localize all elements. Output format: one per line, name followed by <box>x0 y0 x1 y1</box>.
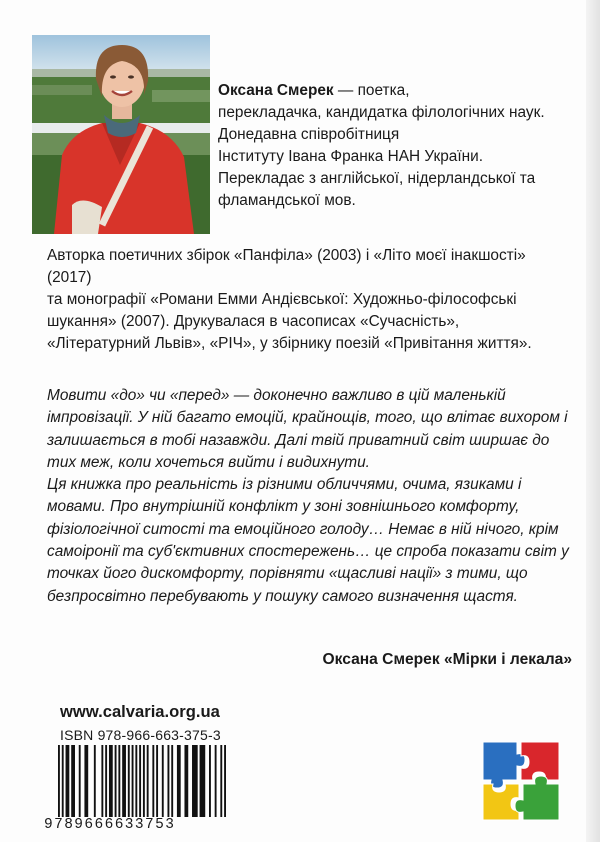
barcode-bar <box>215 745 217 817</box>
barcode-bar <box>209 745 211 817</box>
bio-line <box>218 80 558 102</box>
author-name: Оксана Смерек <box>218 82 334 99</box>
barcode-digits: 9789666633753 <box>44 817 176 833</box>
barcode-bar <box>66 745 70 817</box>
publications-line-1: та монографії «Романи Емми Андієвської: Художньо-філософські <box>47 290 517 308</box>
barcode-bar <box>200 745 206 817</box>
quote-attribution: Оксана Смерек «Мірки і лекала» <box>322 651 572 668</box>
barcode-bar <box>177 745 181 817</box>
quote-line-0: Мовити «до» чи «перед» — доконечно важливо в цій маленькій <box>47 387 506 404</box>
barcode-bar <box>152 745 154 817</box>
barcode-bar <box>135 745 137 817</box>
quote-line-6: фізіологічної ситості та емоційного голоду… Немає в ній нічого, крім <box>47 520 559 538</box>
isbn-label: ISBN 978-966-663-375-3 <box>60 727 221 743</box>
author-photo <box>32 35 210 234</box>
publisher-url[interactable]: www.calvaria.org.ua <box>60 702 220 721</box>
barcode-bar <box>105 745 107 817</box>
barcode-bar <box>192 745 198 817</box>
quote-line-8: точках його дискомфорту, порівняти «щасливі нації» з тими, що <box>47 565 528 583</box>
publications-line-0: Авторка поетичних збірок «Панфіла» (2003) і «Літо моєї інакшості» (2017) <box>47 247 526 286</box>
barcode-bar <box>132 745 134 817</box>
barcode-bar <box>115 745 117 817</box>
barcode-bar <box>128 745 130 817</box>
quote-line-2: залишається в тобі назавжди. Далі твій приватний світ ширшає до <box>47 431 550 449</box>
bio-line-0: — поетка, <box>333 82 410 99</box>
puzzle-piece-red <box>521 742 559 780</box>
barcode-bar <box>162 745 164 817</box>
barcode-bar <box>143 745 145 817</box>
barcode-bar <box>94 745 96 817</box>
barcode-bar <box>171 745 173 817</box>
bio-line-4: Перекладає з англійської, нідерландської та <box>218 169 536 187</box>
barcode-bar <box>156 745 158 817</box>
bio-line-5: фламандської мов. <box>218 191 356 209</box>
barcode-bar <box>118 745 120 817</box>
bio-line-3: Інституту Івана Франка НАН України. <box>218 147 483 165</box>
barcode-bar <box>184 745 188 817</box>
publisher-puzzle-logo <box>481 740 561 822</box>
bio-line-2: Донедавна співробітниця <box>218 125 400 143</box>
cover-edge <box>586 0 600 842</box>
barcode-bar <box>224 745 226 817</box>
barcode-bar <box>167 745 169 817</box>
puzzle-piece-green <box>515 776 559 820</box>
barcode-bar <box>139 745 141 817</box>
quote-line-7: самоіронії та суб'єктивних спостережень… це спроба показати світ у <box>47 543 569 561</box>
quote-line-1: імпровізації. У ній багато емоцій, крайнощів, того, що влітає вихором і <box>47 409 568 427</box>
puzzle-piece-blue <box>483 742 525 788</box>
quote-line-3: тих меж, коли хочеться вийти і видихнути. <box>47 453 370 471</box>
barcode-bar <box>79 745 81 817</box>
barcode-bar <box>147 745 149 817</box>
bio-line-1: перекладачка, кандидатка філологічних наук. <box>218 103 545 121</box>
barcode-bar <box>122 745 126 817</box>
barcode-bar <box>71 745 75 817</box>
barcode-bar <box>62 745 64 817</box>
barcode <box>58 745 226 817</box>
barcode-bar <box>58 745 60 817</box>
barcode-bar <box>84 745 88 817</box>
publications-line-3: «Літературний Львів», «РІЧ», у збірнику поезій «Привітання життя». <box>47 334 532 352</box>
publications-paragraph <box>47 245 567 355</box>
barcode-bar <box>220 745 222 817</box>
puzzle-piece-yellow <box>483 784 519 820</box>
book-annotation-quote <box>47 385 572 608</box>
quote-line-9: безпросвітно перебувають у пошуку самого визначення щастя. <box>47 587 518 605</box>
quote-line-5: мовами. Про внутрішній конфлікт у зоні зовнішнього комфорту, <box>47 498 520 516</box>
author-bio <box>218 80 558 211</box>
publications-line-2: шукання» (2007). Друкувалася в часописах «Сучасність», <box>47 312 460 330</box>
barcode-bar <box>109 745 113 817</box>
quote-line-4: Ця книжка про реальність із різними обличчями, очима, язиками і <box>47 476 522 494</box>
barcode-bar <box>101 745 103 817</box>
